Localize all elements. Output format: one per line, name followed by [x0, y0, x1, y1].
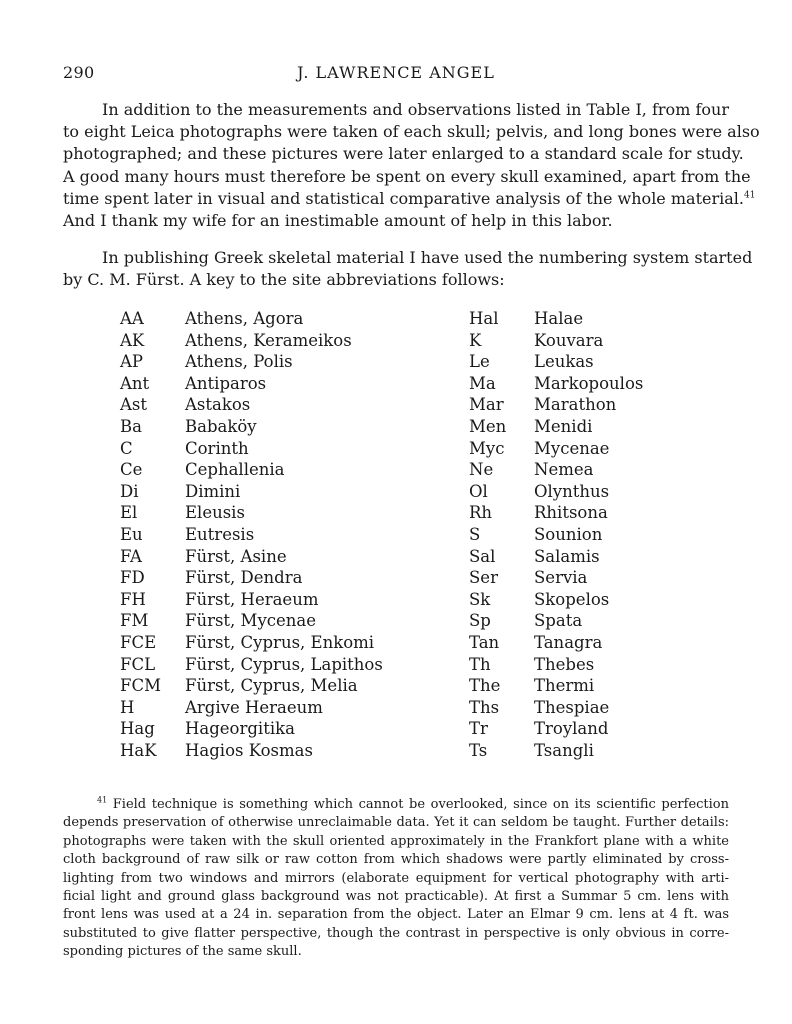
footnote-line: ficial light and ground glass background was not practicable). At first a Summar 5 cm. lens with	[63, 889, 729, 905]
abbreviation-row	[469, 416, 729, 438]
site-code: Ne	[469, 460, 494, 480]
site-code: Hal	[469, 309, 499, 328]
site-code: Hag	[120, 719, 155, 739]
site-code: Sp	[469, 611, 491, 631]
abbreviation-column-left	[120, 308, 420, 761]
site-name: Corinth	[185, 438, 249, 458]
site-code: K	[469, 330, 482, 350]
site-code: Di	[120, 481, 139, 501]
site-code: AP	[120, 352, 144, 372]
site-name: Eleusis	[185, 503, 245, 523]
abbreviation-row	[469, 697, 729, 719]
abbreviation-row	[120, 632, 420, 654]
site-name: Thespiae	[534, 697, 610, 717]
site-code: S	[469, 524, 481, 544]
site-code: Th	[469, 654, 491, 674]
site-name: Cephallenia	[185, 460, 285, 480]
abbreviation-row	[120, 459, 420, 481]
abbreviation-row	[469, 394, 729, 416]
site-name: Eutresis	[185, 524, 255, 544]
site-name: Athens, Agora	[185, 309, 304, 328]
site-name: Kouvara	[534, 330, 604, 350]
abbreviation-row	[469, 675, 729, 697]
site-code: Mar	[469, 395, 504, 415]
abbreviation-row	[120, 654, 420, 676]
paragraph-line: In addition to the measurements and observations listed in Table I, from four	[102, 100, 729, 119]
site-name: Fürst, Mycenae	[185, 611, 317, 631]
abbreviation-row	[469, 546, 729, 568]
site-name: Nemea	[534, 460, 594, 480]
abbreviation-row	[120, 740, 420, 762]
paragraph-numbering-system	[63, 247, 753, 291]
site-code: Ts	[469, 740, 488, 760]
paragraph-line-text: time spent later in visual and statistical comparative analysis of the whole material.	[63, 188, 744, 208]
site-name: Marathon	[534, 395, 617, 415]
paragraph-line: A good many hours must therefore be spent on every skull examined, apart from the	[63, 166, 751, 186]
site-name: Markopoulos	[534, 373, 644, 393]
site-code: FA	[120, 546, 142, 566]
paragraph-line: photographed; and these pictures were later enlarged to a standard scale for study.	[63, 144, 744, 164]
abbreviation-row	[469, 632, 729, 654]
abbreviation-row	[120, 438, 420, 460]
site-code: FCL	[120, 654, 156, 674]
footnote-line	[63, 796, 729, 814]
site-name: Tanagra	[534, 632, 603, 652]
paragraph-line: by C. M. Fürst. A key to the site abbreviations follows:	[63, 270, 505, 290]
abbreviation-row	[469, 718, 729, 740]
abbreviation-row	[120, 610, 420, 632]
site-name: Salamis	[534, 546, 600, 566]
abbreviation-row	[469, 351, 729, 373]
site-code: El	[120, 503, 138, 523]
footnote-line-text: Field technique is something which cannot be overlooked, since on its scientific perfection	[112, 797, 730, 812]
abbreviation-row	[120, 697, 420, 719]
footnote-number: 41	[97, 795, 108, 805]
abbreviation-row	[469, 567, 729, 589]
site-code: Ol	[469, 481, 488, 501]
abbreviation-column-right	[469, 308, 729, 761]
site-name: Thebes	[534, 654, 595, 674]
site-code: FM	[120, 611, 149, 631]
abbreviation-row	[469, 308, 729, 330]
site-name: Rhitsona	[534, 503, 608, 523]
site-code: Ce	[120, 460, 143, 480]
abbreviation-row	[120, 481, 420, 503]
footnote-line: cloth background of raw silk or raw cotton from which shadows were partly eliminated by cross-	[63, 852, 729, 868]
footnote-line: substituted to give flatter perspective, though the contrast in perspective is only obvious in corre-	[63, 925, 729, 941]
site-code: FCM	[120, 676, 161, 696]
site-name: Fürst, Cyprus, Lapithos	[185, 654, 383, 674]
site-name: Fürst, Dendra	[185, 568, 303, 588]
site-name: Athens, Kerameikos	[185, 330, 352, 350]
abbreviation-row	[120, 589, 420, 611]
abbreviation-row	[120, 546, 420, 568]
site-name: Thermi	[534, 676, 595, 696]
page-number: 290	[63, 63, 95, 82]
abbreviation-row	[120, 351, 420, 373]
abbreviation-row	[120, 330, 420, 352]
site-code: Ser	[469, 568, 498, 588]
site-code: Tan	[469, 632, 500, 652]
abbreviation-row	[120, 524, 420, 546]
footnote-line: depends preservation of otherwise unreclaimable data. Yet it can seldom be taught. Further details:	[63, 815, 729, 831]
paragraph-line: to eight Leica photographs were taken of each skull; pelvis, and long bones were also	[63, 122, 760, 142]
site-code: FCE	[120, 632, 157, 652]
abbreviation-row	[469, 459, 729, 481]
site-code: Sal	[469, 546, 496, 566]
abbreviation-row	[120, 502, 420, 524]
abbreviation-row	[469, 502, 729, 524]
site-name: Astakos	[185, 395, 251, 415]
abbreviation-row	[469, 373, 729, 395]
paragraph-photography	[63, 99, 760, 232]
site-code: Tr	[469, 719, 488, 739]
footnote-reference: 41	[743, 190, 756, 201]
abbreviation-row	[469, 610, 729, 632]
site-name: Mycenae	[534, 438, 610, 458]
site-code: Ast	[120, 395, 148, 415]
site-name: Antiparos	[185, 373, 267, 393]
site-name: Halae	[534, 309, 584, 328]
site-code: AK	[120, 330, 145, 350]
site-code: Ths	[469, 697, 500, 717]
site-name: Hagios Kosmas	[185, 740, 313, 760]
site-code: Men	[469, 416, 507, 436]
abbreviation-row	[120, 394, 420, 416]
site-name: Servia	[534, 568, 588, 588]
site-name: Athens, Polis	[185, 352, 293, 372]
abbreviation-row	[120, 567, 420, 589]
abbreviation-row	[120, 416, 420, 438]
site-name: Tsangli	[534, 740, 594, 760]
site-name: Spata	[534, 611, 583, 631]
site-code: Myc	[469, 438, 505, 458]
site-name: Babaköy	[185, 416, 257, 436]
site-name: Argive Heraeum	[185, 697, 323, 717]
abbreviation-row	[469, 481, 729, 503]
site-code: H	[120, 697, 135, 717]
abbreviation-row	[469, 330, 729, 352]
site-name: Fürst, Asine	[185, 546, 287, 566]
paragraph-line: And I thank my wife for an inestimable amount of help in this labor.	[63, 211, 613, 231]
footnote-line: photographs were taken with the skull oriented approximately in the Frankfort plane with a white	[63, 833, 729, 849]
site-code: Ant	[120, 373, 150, 393]
abbreviation-row	[469, 524, 729, 546]
site-name: Olynthus	[534, 481, 610, 501]
site-code: FH	[120, 589, 146, 609]
site-code: FD	[120, 568, 145, 588]
site-code: Rh	[469, 503, 493, 523]
footnote-line: sponding pictures of the same skull.	[63, 944, 302, 960]
site-code: The	[469, 676, 501, 696]
site-code: C	[120, 438, 133, 458]
site-code: HaK	[120, 740, 157, 760]
footnote-line: front lens was used at a 24 in. separation from the object. Later an Elmar 9 cm. lens at 4 ft. was	[63, 907, 729, 923]
site-name: Menidi	[534, 416, 593, 436]
paragraph-line	[63, 188, 756, 210]
site-name: Troyland	[534, 719, 609, 739]
site-name: Fürst, Cyprus, Melia	[185, 676, 358, 696]
abbreviation-row	[469, 654, 729, 676]
footnote-line: lighting from two windows and mirrors (elaborate equipment for vertical photography with arti-	[63, 870, 729, 886]
site-name: Skopelos	[534, 589, 610, 609]
abbreviation-row	[120, 373, 420, 395]
abbreviation-row	[469, 438, 729, 460]
site-name: Sounion	[534, 524, 603, 544]
site-name: Dimini	[185, 481, 241, 501]
site-name: Fürst, Cyprus, Enkomi	[185, 632, 375, 652]
abbreviation-row	[120, 308, 420, 330]
site-code: Le	[469, 352, 490, 372]
site-name: Hageorgitika	[185, 719, 295, 739]
abbreviation-row	[469, 589, 729, 611]
page-header	[63, 63, 729, 87]
paragraph-line: In publishing Greek skeletal material I have used the numbering system started	[102, 248, 753, 267]
site-code: Ma	[469, 373, 496, 393]
site-name: Fürst, Heraeum	[185, 589, 319, 609]
site-code: AA	[120, 309, 144, 328]
abbreviation-row	[120, 718, 420, 740]
site-code: Sk	[469, 589, 491, 609]
site-code: Eu	[120, 524, 143, 544]
abbreviation-row	[120, 675, 420, 697]
footnote	[63, 796, 729, 962]
abbreviation-row	[469, 740, 729, 762]
site-name: Leukas	[534, 352, 594, 372]
running-head: J. LAWRENCE ANGEL	[297, 63, 495, 82]
site-code: Ba	[120, 416, 142, 436]
